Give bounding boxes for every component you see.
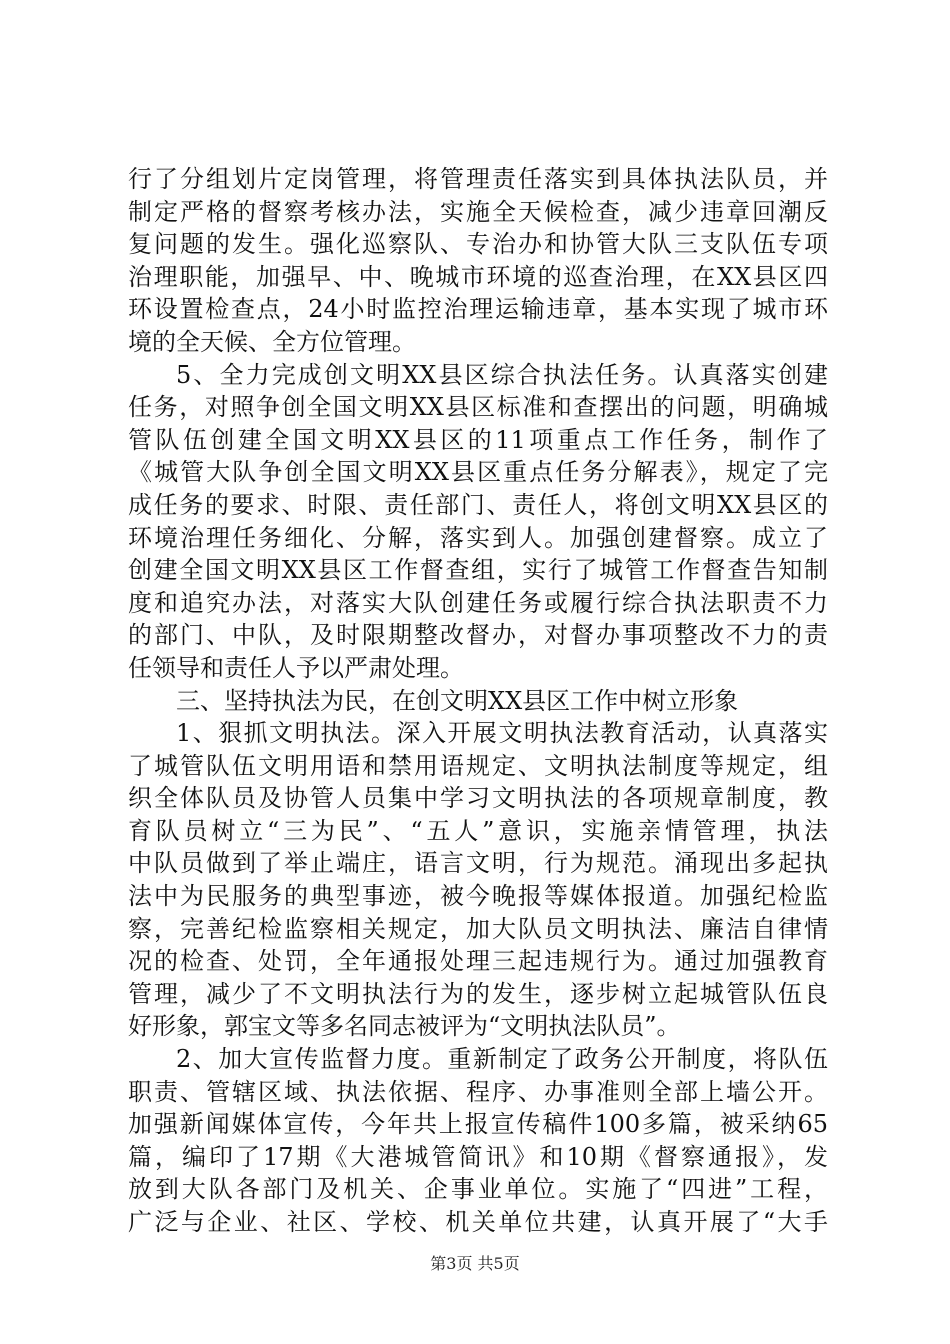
text-line: 《城管大队争创全国文明XX县区重点任务分解表》，规定了完: [128, 458, 828, 487]
text-line: 三、坚持执法为民，在创文明XX县区工作中树立形象: [176, 686, 739, 715]
text-line: 了城管队伍文明用语和禁用语规定、文明执法制度等规定，组: [128, 751, 828, 780]
text-line: 环境治理任务细化、分解，落实到人。加强创建督察。成立了: [128, 523, 828, 552]
text-line: 育队员树立“三为民”、“五人”意识，实施亲情管理，执法: [128, 816, 828, 845]
text-line: 1、狠抓文明执法。深入开展文明执法教育活动，认真落实: [176, 719, 828, 748]
text-line: 广泛与企业、社区、学校、机关单位共建，认真开展了“大手: [128, 1208, 828, 1236]
text-line: 篇，编印了17期《大港城管简讯》和10期《督察通报》，发: [128, 1142, 828, 1171]
text-line: 织全体队员及协管人员集中学习文明执法的各项规章制度，教: [128, 784, 828, 813]
text-line: 任领导和责任人予以严肃处理。: [128, 653, 464, 682]
text-line: 复问题的发生。强化巡察队、专治办和协管大队三支队伍专项: [128, 230, 828, 259]
text-line: 况的检查、处罚，全年通报处理三起违规行为。通过加强教育: [128, 947, 828, 976]
text-line: 管队伍创建全国文明XX县区的11项重点工作任务，制作了: [128, 425, 828, 454]
text-line: 行了分组划片定岗管理，将管理责任落实到具体执法队员，并: [128, 165, 828, 193]
text-line: 2、加大宣传监督力度。重新制定了政务公开制度，将队伍: [176, 1045, 828, 1074]
text-line: 创建全国文明XX县区工作督查组，实行了城管工作督查告知制: [128, 556, 828, 585]
text-line: 加强新闻媒体宣传，今年共上报宣传稿件100多篇，被采纳65: [128, 1110, 828, 1139]
text-line: 的部门、中队，及时限期整改督办，对督办事项整改不力的责: [128, 621, 828, 650]
text-line: 制定严格的督察考核办法，实施全天候检查，减少违章回潮反: [128, 197, 828, 226]
text-line: 中队员做到了举止端庄，语言文明，行为规范。涌现出多起执: [128, 849, 828, 878]
text-line: 放到大队各部门及机关、企事业单位。实施了“四进”工程，: [128, 1175, 828, 1204]
text-line: 察，完善纪检监察相关规定，加大队员文明执法、廉洁自律情: [128, 914, 828, 943]
text-line: 治理职能，加强早、中、晚城市环境的巡查治理，在XX县区四: [128, 262, 828, 291]
text-line: 好形象，郭宝文等多名同志被评为“文明执法队员”。: [128, 1012, 681, 1041]
body-text: [128, 163, 828, 1239]
text-line: 管理，减少了不文明执法行为的发生，逐步树立起城管队伍良: [128, 979, 828, 1008]
page-footer: 第3页 共5页: [430, 1254, 520, 1273]
text-line: 职责、管辖区域、执法依据、程序、办事准则全部上墙公开。: [128, 1077, 828, 1106]
text-line: 任务，对照争创全国文明XX县区标准和查摆出的问题，明确城: [128, 393, 828, 422]
text-line: 法中为民服务的典型事迹，被今晚报等媒体报道。加强纪检监: [128, 882, 828, 911]
text-line: 5、全力完成创文明XX县区综合执法任务。认真落实创建: [176, 360, 828, 389]
text-line: 度和追究办法，对落实大队创建任务或履行综合执法职责不力: [128, 588, 828, 617]
text-line: 环设置检查点，24小时监控治理运输违章，基本实现了城市环: [128, 295, 828, 324]
text-line: 成任务的要求、时限、责任部门、责任人，将创文明XX县区的: [128, 490, 828, 519]
text-line: 境的全天候、全方位管理。: [128, 327, 416, 356]
